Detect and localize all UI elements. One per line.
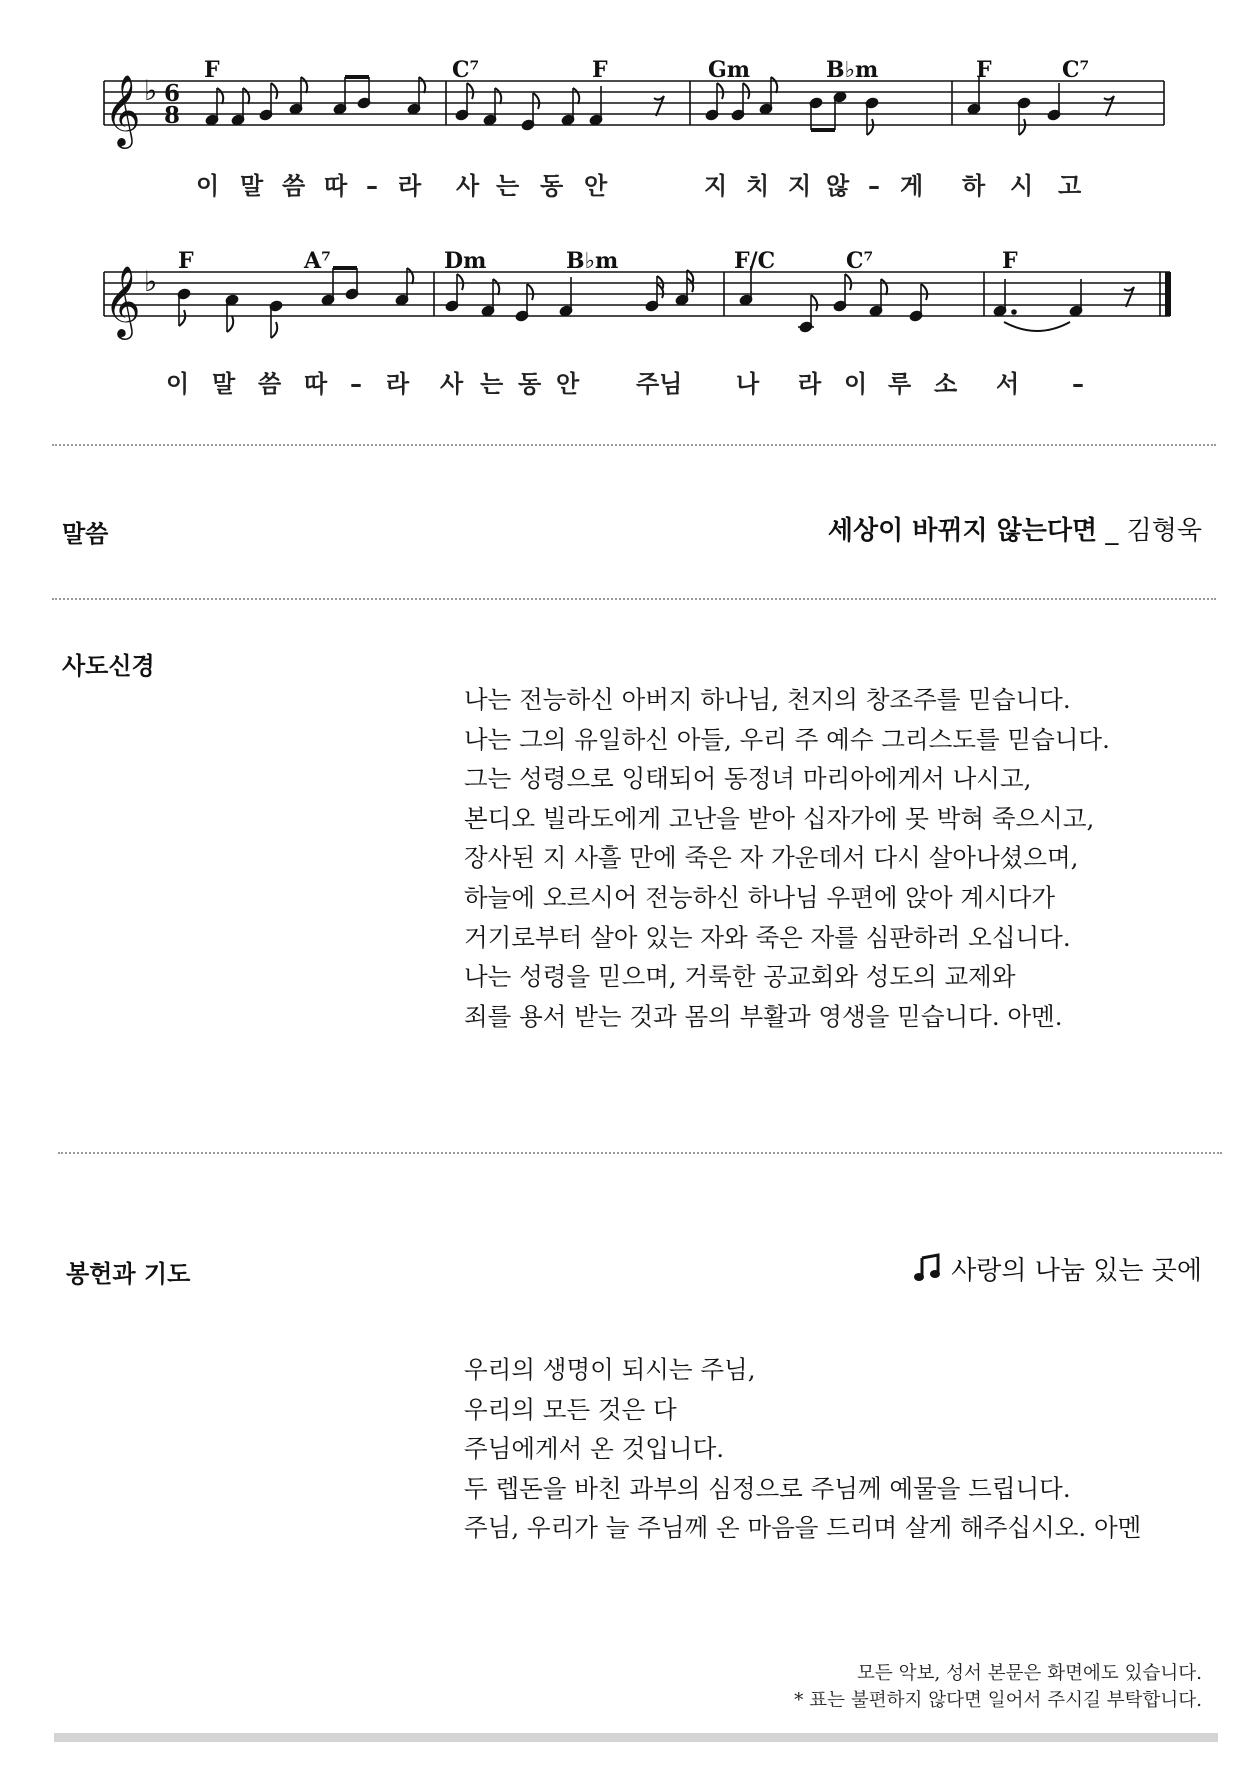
lyric: 말 (240, 172, 264, 200)
lyric: 따 (324, 172, 348, 200)
chord-symbols-line-1 (204, 57, 1089, 83)
divider-2 (52, 598, 1216, 600)
note (407, 77, 425, 115)
note (865, 97, 879, 135)
creed-line: 장사된 지 사흘 만에 죽은 자 가운데서 다시 살아나셨으며, (464, 843, 1079, 873)
lyric: 이 (196, 172, 220, 200)
note (759, 77, 777, 115)
notes-line-1 (205, 77, 1114, 135)
note (811, 91, 847, 130)
chord-symbol: Dm (444, 248, 487, 274)
note (705, 83, 723, 121)
sermon-title: 세상이 바뀌지 않는다면 (827, 516, 1098, 546)
eighth-rest-icon (654, 96, 664, 116)
note (561, 88, 579, 126)
lyric: 라 (398, 172, 422, 200)
lyric: 라 (386, 370, 410, 398)
lyric: 따 (304, 370, 328, 398)
chord-symbol: C⁷ (846, 248, 874, 274)
chord-symbol: F (178, 248, 194, 274)
creed-text (464, 680, 1110, 1036)
note (967, 77, 981, 115)
prayer-line: 주님에게서 온 것입니다. (464, 1434, 725, 1464)
lyrics-line-1 (196, 172, 1082, 200)
lyric: 동 (540, 172, 564, 200)
lyric: 주님 (636, 370, 683, 398)
music-note-icon (913, 1253, 943, 1283)
staff-line-1 (104, 57, 1164, 200)
chord-symbol: A⁷ (304, 248, 331, 274)
note (225, 294, 239, 332)
note (798, 295, 817, 333)
note (455, 83, 473, 121)
note (1069, 279, 1083, 317)
note (833, 274, 851, 312)
creed-line: 나는 전능하신 아버지 하나님, 천지의 창조주를 믿습니다. (464, 685, 1071, 714)
footer-note: * 표는 불편하지 않다면 일어서 주시길 부탁합니다. (794, 1690, 1202, 1711)
note (993, 279, 1016, 317)
lyric: 말 (212, 370, 236, 398)
lyric: 지 (704, 172, 728, 200)
note (289, 77, 307, 115)
lyric: 하 (962, 172, 986, 200)
offering-prayer-text (464, 1350, 1141, 1548)
footer-notes (794, 1660, 1202, 1714)
note (345, 77, 371, 109)
note (675, 270, 693, 306)
chord-symbol: F/C (734, 248, 776, 274)
creed-line: 죄를 용서 받는 것과 몸의 부활과 영생을 믿습니다. 아멘. (464, 1001, 1063, 1031)
lyric: 안 (556, 370, 580, 398)
offering-song (913, 1250, 1202, 1287)
staff-line-2 (104, 248, 1171, 398)
lyric: 소 (934, 370, 958, 398)
chord-symbol: C⁷ (1062, 57, 1090, 83)
flat-key-signature: ♭ (144, 265, 158, 298)
note (333, 77, 347, 115)
creed-line: 본디오 빌라도에게 고난을 받아 십자가에 못 박혀 죽으시고, (464, 803, 1095, 833)
lyric: 나 (736, 370, 760, 398)
note (269, 300, 283, 338)
creed-line: 나는 그의 유일하신 아들, 우리 주 예수 그리스도를 믿습니다. (464, 724, 1110, 754)
note (333, 268, 359, 300)
eighth-rest-icon (1104, 96, 1114, 116)
footer-note: 모든 악보, 성서 본문은 화면에도 있습니다. (857, 1663, 1202, 1684)
chord-symbols-line-2 (178, 248, 1018, 274)
chord-symbol: B♭m (826, 57, 879, 83)
notes-line-2 (177, 266, 1134, 338)
lyric: 지 (788, 172, 812, 200)
lyric: – (366, 172, 378, 200)
divider-3 (58, 1152, 1222, 1154)
creed-line: 거기로부터 살아 있는 자와 죽은 자를 심판하러 오십니다. (464, 922, 1071, 952)
lyric: 라 (798, 370, 822, 398)
note (231, 88, 249, 126)
lyric: 씀 (258, 370, 282, 398)
note (395, 268, 413, 306)
chord-symbol: F (1002, 248, 1018, 274)
lyric: 시 (1010, 172, 1034, 200)
section-heading-creed: 사도신경 (62, 652, 155, 680)
note (177, 288, 191, 326)
lyric: 서 (996, 370, 1020, 398)
note (731, 83, 749, 121)
lyric: 씀 (282, 172, 306, 200)
lyric: 치 (746, 172, 770, 200)
lyric: – (1072, 370, 1084, 398)
divider-1 (52, 444, 1216, 446)
lyric: 루 (888, 370, 912, 398)
lyric: 는 (480, 370, 504, 398)
chord-symbol: F (976, 57, 992, 83)
lyric: 고 (1058, 172, 1082, 200)
note (869, 279, 887, 317)
section-heading-word: 말씀 (62, 520, 109, 548)
lyric: 이 (844, 370, 868, 398)
chord-symbol: F (204, 57, 220, 83)
time-signature-top: 6 (164, 80, 181, 107)
lyric: 사 (456, 172, 480, 200)
note (445, 274, 463, 312)
chord-symbol: C⁷ (452, 57, 480, 83)
chord-symbol: B♭m (566, 248, 619, 274)
section-heading-offering: 봉헌과 기도 (66, 1260, 191, 1288)
prayer-line: 주님, 우리가 늘 주님께 온 마음을 드리며 살게 해주십시오. 아멘 (464, 1513, 1142, 1543)
flat-key-signature: ♭ (144, 74, 158, 107)
note (483, 88, 501, 126)
creed-line: 나는 성령을 믿으며, 거룩한 공교회와 성도의 교제와 (464, 962, 1016, 992)
prayer-line: 우리의 모든 것은 다 (464, 1394, 677, 1424)
treble-clef-icon: 𝄞 (104, 264, 141, 337)
time-signature-bottom: 8 (164, 102, 181, 129)
lyric: 않 (826, 172, 850, 200)
lyric: 는 (496, 172, 520, 200)
eighth-rest-icon (1124, 287, 1134, 307)
lyric: 사 (440, 370, 464, 398)
lyric: – (868, 172, 880, 200)
lyric: – (350, 370, 362, 398)
sheet-music (0, 0, 1254, 420)
sermon-author: 김형욱 (1126, 516, 1202, 546)
lyrics-line-2 (166, 370, 1084, 398)
chord-symbol: F (592, 57, 608, 83)
footer-bar (54, 1733, 1218, 1742)
lyric: 게 (900, 172, 924, 200)
prayer-line: 두 렙돈을 바친 과부의 심정으로 주님께 예물을 드립니다. (464, 1473, 1071, 1503)
chord-symbol: Gm (708, 57, 751, 83)
creed-line: 하늘에 오르시어 전능하신 하나님 우편에 앉아 계시다가 (464, 882, 1056, 912)
lyric: 동 (518, 370, 542, 398)
lyric: 안 (584, 172, 608, 200)
sermon-separator: _ (1105, 516, 1119, 546)
note (205, 88, 223, 126)
treble-clef-icon: 𝄞 (104, 73, 141, 146)
note (259, 83, 277, 121)
lyric: 이 (166, 370, 190, 398)
offering-song-title: 사랑의 나눔 있는 곳에 (951, 1256, 1202, 1286)
note (1047, 83, 1061, 121)
prayer-line: 우리의 생명이 되시는 주님, (464, 1355, 756, 1384)
note (1017, 97, 1031, 135)
tie (1004, 322, 1070, 331)
note (481, 279, 499, 317)
sermon-reference (828, 510, 1202, 547)
creed-line: 그는 성령으로 잉태되어 동정녀 마리아에게서 나시고, (464, 764, 1032, 794)
